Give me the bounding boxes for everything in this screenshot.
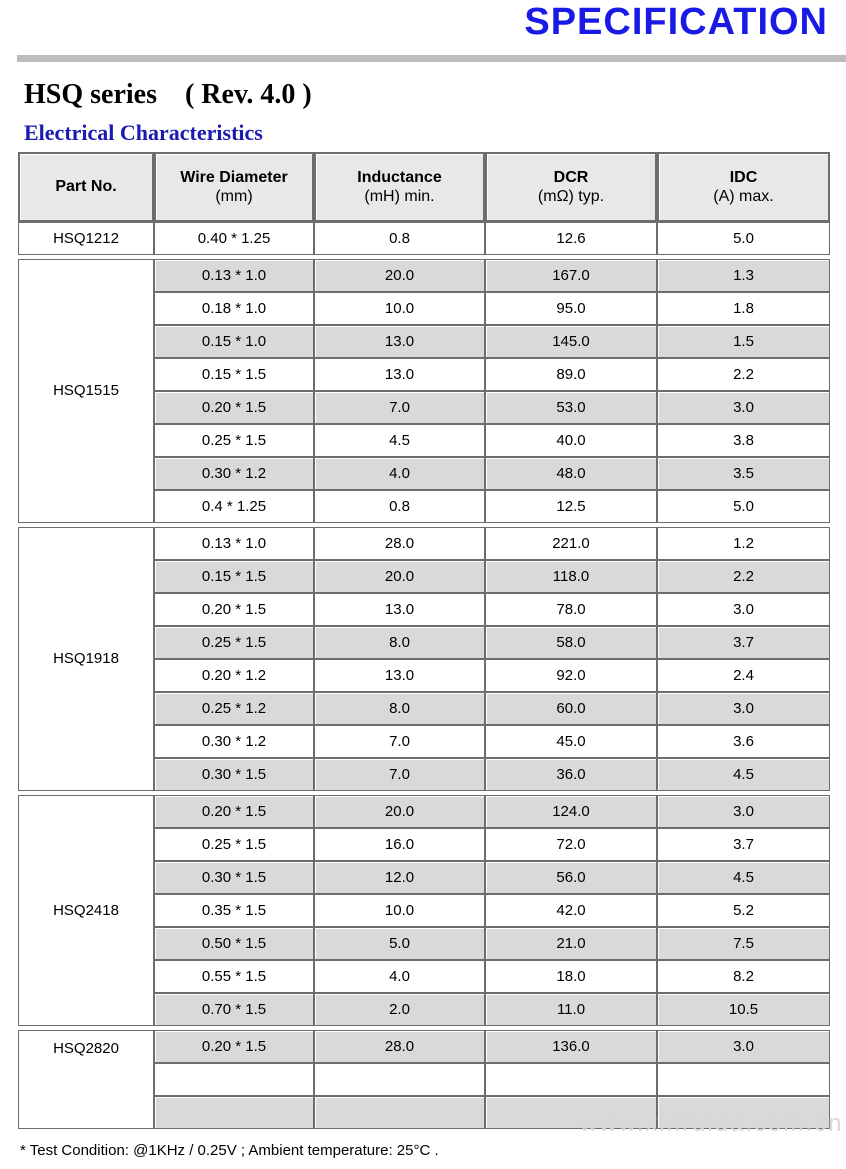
wire-diameter-cell: 0.70 * 1.5: [154, 993, 314, 1026]
wire-diameter-cell: 0.15 * 1.0: [154, 325, 314, 358]
inductance-cell: 7.0: [314, 725, 485, 758]
part-number-cell: HSQ2418: [18, 795, 154, 1026]
inductance-cell: 28.0: [314, 527, 485, 560]
wire-diameter-cell: 0.30 * 1.5: [154, 861, 314, 894]
idc-cell: 3.8: [657, 424, 830, 457]
spec-table-body: [18, 222, 830, 1129]
wire-diameter-cell: 0.30 * 1.2: [154, 725, 314, 758]
idc-cell: 3.0: [657, 1030, 830, 1063]
wire-diameter-cell: 0.15 * 1.5: [154, 358, 314, 391]
dcr-cell: 89.0: [485, 358, 657, 391]
wire-diameter-cell: [154, 1096, 314, 1129]
inductance-cell: 13.0: [314, 659, 485, 692]
wire-diameter-cell: 0.25 * 1.2: [154, 692, 314, 725]
wire-diameter-cell: 0.20 * 1.5: [154, 391, 314, 424]
col-header-wire-diameter: Wire Diameter (mm): [154, 152, 314, 222]
part-number-cell: HSQ1212: [18, 222, 154, 255]
wire-diameter-cell: 0.35 * 1.5: [154, 894, 314, 927]
wire-diameter-cell: 0.15 * 1.5: [154, 560, 314, 593]
inductance-cell: 7.0: [314, 758, 485, 791]
idc-cell: 5.0: [657, 222, 830, 255]
wire-diameter-cell: 0.4 * 1.25: [154, 490, 314, 523]
dcr-cell: 72.0: [485, 828, 657, 861]
inductance-cell: 13.0: [314, 325, 485, 358]
dcr-cell: 136.0: [485, 1030, 657, 1063]
dcr-cell: 78.0: [485, 593, 657, 626]
idc-cell: 5.0: [657, 490, 830, 523]
inductance-cell: 28.0: [314, 1030, 485, 1063]
page-header-title: SPECIFICATION: [524, 1, 828, 43]
inductance-cell: 12.0: [314, 861, 485, 894]
dcr-cell: 11.0: [485, 993, 657, 1026]
idc-cell: 2.2: [657, 560, 830, 593]
wire-diameter-cell: 0.25 * 1.5: [154, 424, 314, 457]
inductance-cell: 10.0: [314, 292, 485, 325]
section-title: Electrical Characteristics: [24, 120, 263, 145]
dcr-cell: [485, 1063, 657, 1096]
inductance-cell: 8.0: [314, 692, 485, 725]
inductance-cell: 20.0: [314, 795, 485, 828]
wire-diameter-cell: 0.50 * 1.5: [154, 927, 314, 960]
idc-cell: 4.5: [657, 861, 830, 894]
inductance-cell: 5.0: [314, 927, 485, 960]
idc-cell: 3.0: [657, 391, 830, 424]
inductance-cell: 16.0: [314, 828, 485, 861]
dcr-cell: 60.0: [485, 692, 657, 725]
dcr-cell: 45.0: [485, 725, 657, 758]
inductance-cell: 13.0: [314, 593, 485, 626]
col-header-inductance: Inductance (mH) min.: [314, 152, 485, 222]
wire-diameter-cell: 0.20 * 1.5: [154, 795, 314, 828]
dcr-cell: 58.0: [485, 626, 657, 659]
wire-diameter-cell: 0.20 * 1.5: [154, 1030, 314, 1063]
wire-diameter-cell: 0.30 * 1.5: [154, 758, 314, 791]
wire-diameter-cell: 0.20 * 1.2: [154, 659, 314, 692]
wire-diameter-cell: 0.55 * 1.5: [154, 960, 314, 993]
idc-cell: 3.0: [657, 795, 830, 828]
inductance-cell: 8.0: [314, 626, 485, 659]
idc-cell: 2.4: [657, 659, 830, 692]
inductance-cell: 20.0: [314, 560, 485, 593]
table-row: [18, 1030, 830, 1063]
table-header-row: [18, 152, 830, 222]
idc-cell: 3.6: [657, 725, 830, 758]
dcr-cell: 18.0: [485, 960, 657, 993]
idc-cell: 1.5: [657, 325, 830, 358]
idc-cell: 3.5: [657, 457, 830, 490]
wire-diameter-cell: 0.40 * 1.25: [154, 222, 314, 255]
inductance-cell: 7.0: [314, 391, 485, 424]
inductance-cell: 2.0: [314, 993, 485, 1026]
inductance-cell: 20.0: [314, 259, 485, 292]
wire-diameter-cell: 0.18 * 1.0: [154, 292, 314, 325]
dcr-cell: 145.0: [485, 325, 657, 358]
idc-cell: 3.7: [657, 626, 830, 659]
idc-cell: 3.0: [657, 593, 830, 626]
inductance-cell: [314, 1063, 485, 1096]
idc-cell: 1.8: [657, 292, 830, 325]
idc-cell: 7.5: [657, 927, 830, 960]
inductance-cell: 13.0: [314, 358, 485, 391]
dcr-cell: 21.0: [485, 927, 657, 960]
dcr-cell: 118.0: [485, 560, 657, 593]
idc-cell: 2.2: [657, 358, 830, 391]
dcr-cell: 124.0: [485, 795, 657, 828]
inductance-cell: 4.0: [314, 960, 485, 993]
inductance-cell: 0.8: [314, 222, 485, 255]
header-rule: [17, 55, 846, 62]
inductance-cell: 4.0: [314, 457, 485, 490]
table-row: [18, 795, 830, 828]
idc-cell: 1.2: [657, 527, 830, 560]
idc-cell: 5.2: [657, 894, 830, 927]
col-header-idc: IDC (A) max.: [657, 152, 830, 222]
footnote: * Test Condition: @1KHz / 0.25V ; Ambient temperature: 25°C .: [20, 1142, 439, 1159]
wire-diameter-cell: 0.25 * 1.5: [154, 626, 314, 659]
dcr-cell: 40.0: [485, 424, 657, 457]
col-header-part-no: Part No.: [18, 152, 154, 222]
inductance-cell: [314, 1096, 485, 1129]
dcr-cell: 12.5: [485, 490, 657, 523]
table-row: [18, 259, 830, 292]
idc-cell: 1.3: [657, 259, 830, 292]
inductance-cell: 4.5: [314, 424, 485, 457]
inductance-cell: 10.0: [314, 894, 485, 927]
part-number-cell: HSQ1918: [18, 527, 154, 791]
wire-diameter-cell: 0.30 * 1.2: [154, 457, 314, 490]
idc-cell: 4.5: [657, 758, 830, 791]
wire-diameter-cell: 0.25 * 1.5: [154, 828, 314, 861]
wire-diameter-cell: [154, 1063, 314, 1096]
idc-cell: 10.5: [657, 993, 830, 1026]
wire-diameter-cell: 0.13 * 1.0: [154, 259, 314, 292]
dcr-cell: 221.0: [485, 527, 657, 560]
col-header-dcr: DCR (mΩ) typ.: [485, 152, 657, 222]
dcr-cell: 12.6: [485, 222, 657, 255]
idc-cell: 8.2: [657, 960, 830, 993]
dcr-cell: 92.0: [485, 659, 657, 692]
idc-cell: 3.0: [657, 692, 830, 725]
idc-cell: [657, 1063, 830, 1096]
dcr-cell: 56.0: [485, 861, 657, 894]
inductance-cell: 0.8: [314, 490, 485, 523]
series-title: HSQ series ( Rev. 4.0 ): [24, 79, 312, 110]
dcr-cell: 48.0: [485, 457, 657, 490]
dcr-cell: 95.0: [485, 292, 657, 325]
watermark: www.xinruida.com.cn: [580, 1110, 844, 1137]
dcr-cell: 167.0: [485, 259, 657, 292]
spec-table: [18, 152, 830, 1129]
dcr-cell: 42.0: [485, 894, 657, 927]
table-row: [18, 527, 830, 560]
table-row: [18, 222, 830, 255]
part-number-cell: HSQ1515: [18, 259, 154, 523]
part-number-cell: HSQ2820: [18, 1030, 154, 1129]
wire-diameter-cell: 0.13 * 1.0: [154, 527, 314, 560]
dcr-cell: 36.0: [485, 758, 657, 791]
dcr-cell: 53.0: [485, 391, 657, 424]
wire-diameter-cell: 0.20 * 1.5: [154, 593, 314, 626]
idc-cell: 3.7: [657, 828, 830, 861]
